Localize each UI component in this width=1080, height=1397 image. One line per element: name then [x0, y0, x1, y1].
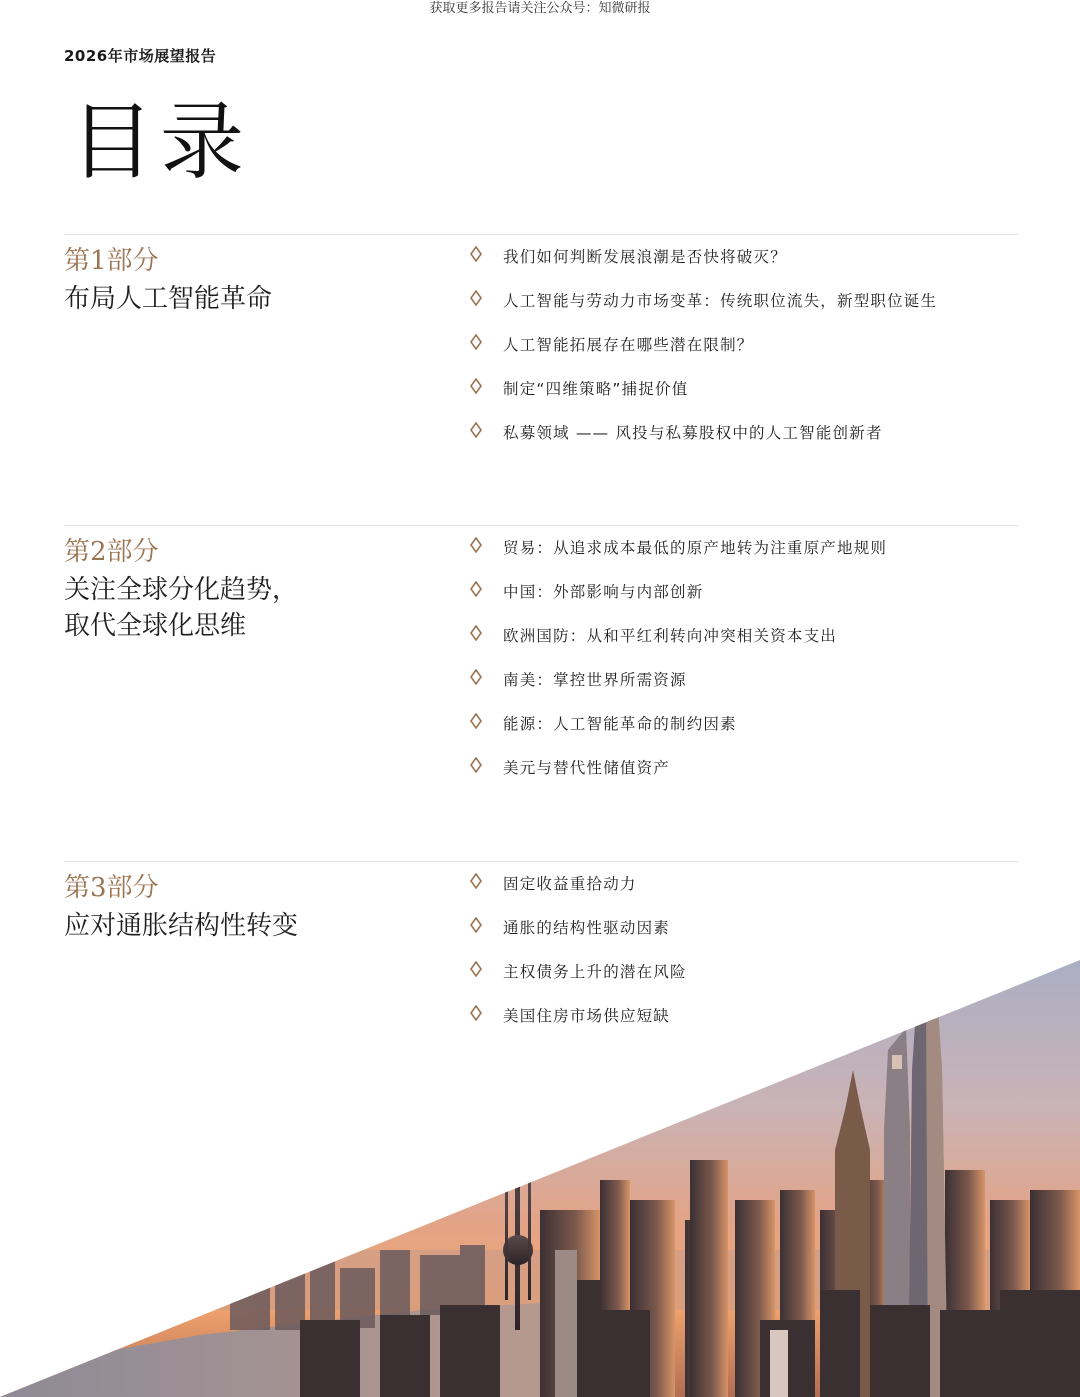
diamond-bullet-icon [470, 871, 482, 891]
toc-item[interactable] [470, 332, 937, 376]
diamond-bullet-icon [470, 332, 482, 352]
section-divider [64, 234, 1018, 235]
toc-item-text: 美元与替代性储值资产 [503, 759, 671, 777]
diamond-bullet-icon [470, 711, 482, 731]
toc-item-text: 通胀的结构性驱动因素 [503, 919, 671, 937]
part-title-line: 布局人工智能革命 [64, 284, 273, 314]
toc-item[interactable] [470, 244, 937, 288]
toc-item-text: 固定收益重拾动力 [503, 875, 637, 893]
part-title-line: 应对通胀结构性转变 [64, 911, 299, 941]
toc-item[interactable] [470, 420, 937, 464]
toc-item[interactable] [470, 755, 887, 799]
part-title [64, 908, 298, 944]
section-divider [64, 525, 1018, 526]
diamond-bullet-icon [470, 376, 482, 396]
part-label: 第1部分 [64, 246, 159, 276]
toc-item[interactable] [470, 711, 887, 755]
toc-item[interactable] [470, 667, 887, 711]
toc-item-text: 人工智能与劳动力市场变革：传统职位流失，新型职位诞生 [503, 292, 938, 310]
part-title-line: 关注全球分化趋势， [64, 575, 299, 605]
diamond-bullet-icon [470, 244, 482, 264]
diamond-bullet-icon [470, 623, 482, 643]
toc-item-text: 美国住房市场供应短缺 [503, 1007, 671, 1025]
part-title [64, 572, 298, 644]
toc-item-text: 中国：外部影响与内部创新 [503, 583, 704, 601]
part-label: 第3部分 [64, 873, 159, 903]
toc-item-text: 贸易：从追求成本最低的原产地转为注重原产地规则 [503, 539, 888, 557]
toc-item[interactable] [470, 535, 887, 579]
toc-item[interactable] [470, 288, 937, 332]
toc-item-text: 我们如何判断发展浪潮是否快将破灭？ [503, 248, 787, 266]
toc-item-text: 人工智能拓展存在哪些潜在限制？ [503, 336, 754, 354]
diamond-bullet-icon [470, 535, 482, 555]
part-label: 第2部分 [64, 537, 159, 567]
report-title: 2026年市场展望报告 [64, 47, 217, 65]
toc-heading: 目录 [70, 93, 251, 191]
toc-item-text: 主权债务上升的潜在风险 [503, 963, 687, 981]
toc-item[interactable] [470, 579, 887, 623]
toc-item-text: 欧洲国防：从和平红利转向冲突相关资本支出 [503, 627, 838, 645]
diamond-bullet-icon [470, 667, 482, 687]
diamond-bullet-icon [470, 420, 482, 440]
toc-item[interactable] [470, 623, 887, 667]
toc-item-list [470, 244, 937, 464]
diamond-bullet-icon [470, 288, 482, 308]
diamond-bullet-icon [470, 579, 482, 599]
toc-item-text: 能源：人工智能革命的制约因素 [503, 715, 737, 733]
toc-item-text: 私募领域 —— 风投与私募股权中的人工智能创新者 [503, 424, 883, 442]
toc-item[interactable] [470, 871, 687, 915]
part-title [64, 281, 272, 317]
toc-item-text: 南美：掌控世界所需资源 [503, 671, 687, 689]
section-divider [64, 861, 1018, 862]
diamond-bullet-icon [470, 915, 482, 935]
toc-item-list [470, 535, 887, 799]
city-skyline-image [0, 950, 1080, 1397]
toc-item[interactable] [470, 376, 937, 420]
toc-item-text: 制定“四维策略”捕捉价值 [503, 380, 689, 398]
part-title-line: 取代全球化思维 [64, 611, 247, 641]
watermark: 获取更多报告请关注公众号：知微研报 [429, 1, 651, 16]
diamond-bullet-icon [470, 755, 482, 775]
